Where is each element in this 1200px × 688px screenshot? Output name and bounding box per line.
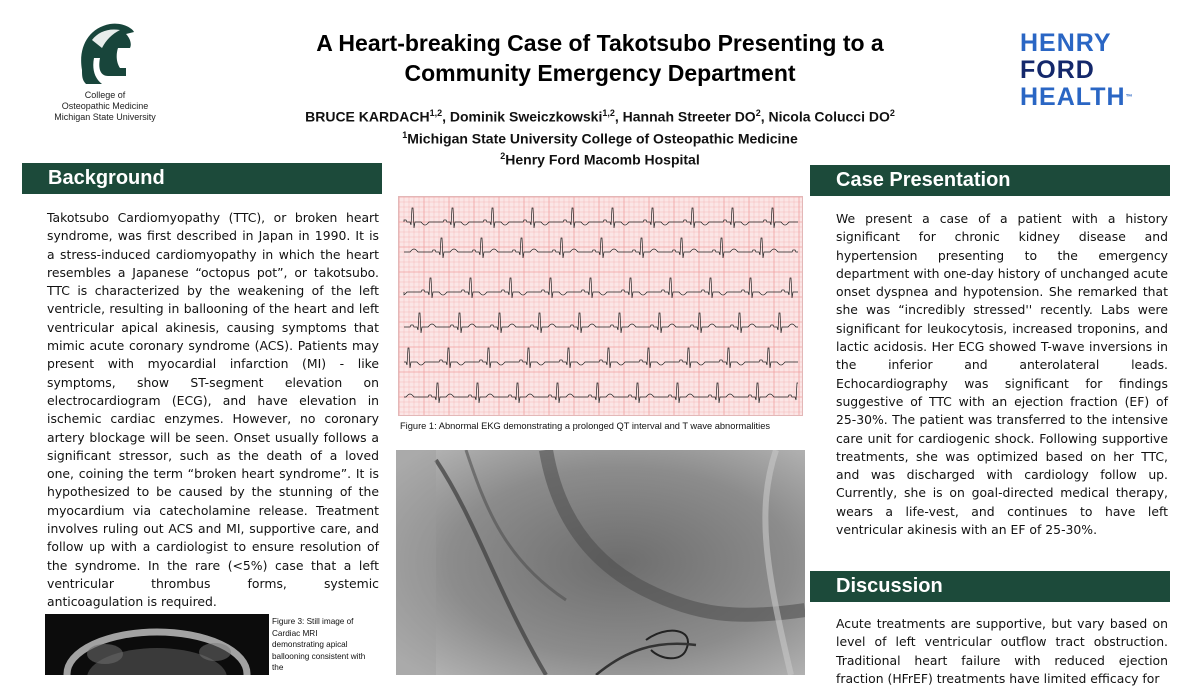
author-sup: 1,2 [429, 108, 443, 118]
author-name: Nicola Colucci DO [768, 108, 890, 125]
affiliation-text: Henry Ford Macomb Hospital [505, 151, 700, 168]
hfh-logo-line [1020, 84, 1180, 111]
author-list: BRUCE KARDACH$^{1,2}$, Dominik Sweiczkowski$^{1,2}$, Hannah Streeter $DO^2$, Nicola Colucci $DO^2$ [305, 108, 895, 125]
title-line-1: A Heart-breaking Case of Takotsubo Presenting to a [316, 30, 884, 56]
ekg-figure [398, 196, 803, 416]
affiliation-sup: 2 [500, 151, 506, 162]
msu-logo-line: Michigan State University [54, 112, 156, 122]
msu-logo-line: College of [84, 90, 126, 100]
trademark: ™ [1125, 94, 1134, 101]
hfh-logo-line: FORD [1020, 56, 1095, 84]
author-sup: 2 [889, 108, 895, 118]
author-block [250, 104, 950, 169]
author-name: BRUCE KARDACH [305, 108, 430, 125]
title-line-2: Community Emergency Department [404, 60, 796, 86]
figure-1-caption: Figure 1: Abnormal EKG demonstrating a prolonged QT interval and T wave abnormalities [400, 421, 771, 431]
author-sup: 1,2 [602, 108, 615, 118]
author-name: Hannah Streeter DO [622, 108, 756, 125]
author-name: Dominik Sweiczkowski [449, 108, 603, 125]
ekg-tracing [399, 197, 803, 416]
affiliation [250, 126, 950, 148]
discussion-text: Acute treatments are supportive, but vary based on level of left ventricular outflow tract obstruction. Traditional heart failure with reduced ejection fraction (HFrEF) treatments have limited efficacy for [836, 616, 1168, 686]
background-heading: Background [22, 163, 382, 194]
angiogram-graphic [396, 450, 805, 675]
background-text: Takotsubo Cardiomyopathy (TTC), or broken heart syndrome, was first described in Japan in 1990. It is a stress-induced cardiomyopathy in which the heart resembles a Japanese “octopus pot”, or takotsubo. TTC is characterized by the weakening of the left ventricle, resulting in ballooning of the heart and left ventricular apical akinesis, causing symptoms that mimic acute coronary syndrome (ACS). Patients may present with myocardial infarction (MI) - like symptoms, show ST-segment elevation on electrocardiogram (ECG), and have elevation in ischemic cardiac enzymes. However, no coronary artery blockage will be seen. Onset usually follows a significant stressor, such as the death of a loved one, coining the term “broken heart syndrome”. It is hypothesized to be caused by the stunning of the myocardium via catecholamine release. Treatment involves ruling out ACS and MI, supportive care, and follow up with a cardiologist to ensure resolution of the syndrome. In the rare (<5%) case that a left ventricular thrombus forms, systemic anticoagulation is required. [47, 210, 379, 610]
figure-3-caption: Figure 3: Still image of Cardiac MRI demonstrating apical ballooning consistent with the [272, 617, 366, 672]
cardiac-mri-image [45, 614, 269, 675]
spartan-helmet-icon [72, 18, 138, 90]
angiogram-image [396, 450, 805, 675]
mri-still-graphic [45, 614, 269, 675]
affiliation-text: Michigan State University College of Osteopathic Medicine [407, 130, 798, 147]
hfh-logo-word: HEALTH [1020, 83, 1126, 111]
hfh-logo-line: HENRY [1020, 29, 1112, 57]
author-sup: 2 [755, 108, 761, 118]
poster-title [250, 28, 950, 88]
msu-logo-line: Osteopathic Medicine [61, 101, 149, 111]
msu-logo [40, 18, 170, 136]
henry-ford-health-logo [1020, 30, 1180, 111]
case-presentation-heading: Case Presentation [810, 165, 1170, 196]
case-presentation-text: We present a case of a patient with a history significant for chronic kidney disease and hypertension presenting to the emergency department with one-day history of unchanged acute onset dyspnea and hypotension. She remarked that she was “incredibly stressed'' recently. Labs were significant for leukocytosis, increased troponins, and lactic acidosis. Her ECG showed T-wave inversions in the inferior and anterolateral leads. Echocardiography was significant for findings suggestive of TTC with an ejection fraction (EF) of 25-30%. The patient was transferred to the intensive care unit for cardiogenic shock. Following supportive treatments, she was optimized based on her TTC, and was discharged with cardiology follow up. Currently, she is on goal-directed medical therapy, wears a life-vest, and continues to have left ventricular akinesis with an EF of 25-30%. [836, 211, 1169, 538]
discussion-heading: Discussion [810, 571, 1170, 602]
affiliation-sup: 1 [402, 129, 408, 140]
